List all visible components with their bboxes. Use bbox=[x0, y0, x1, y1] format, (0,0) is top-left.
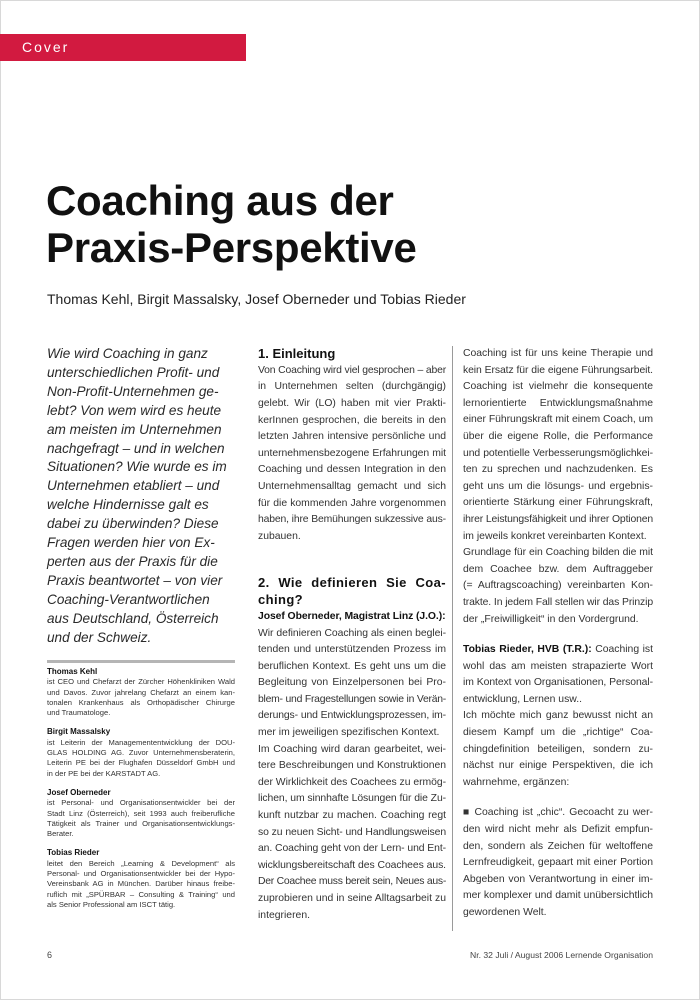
spacer bbox=[463, 628, 653, 642]
section-label: Cover bbox=[22, 39, 70, 55]
text-line: Situationen? Wie wurde es im bbox=[47, 459, 227, 475]
text-line: Von Coaching wird viel gesprochen – aber bbox=[258, 364, 446, 376]
text-line: orientierte Stärkung einer Führungskraft, bbox=[463, 497, 653, 509]
text-line: geht uns um die lösungs- und ergebnis- bbox=[463, 480, 653, 492]
text-line: Abgeben von Verantwortung in einer im- bbox=[463, 873, 653, 885]
text-line: mer im jeweiligen spezifischen Kontext. bbox=[258, 727, 440, 739]
text-line: über die eigene Rolle, die Performance bbox=[463, 430, 653, 442]
text-line: im jeweils konkret vereinbarten Kontext. bbox=[463, 530, 647, 542]
text-line: tonalen Krankenhaus als Orthopädischer Chirurge bbox=[47, 697, 235, 707]
text-line: in Unternehmen selten (durchgängig) bbox=[258, 381, 446, 393]
text-line: und Davos. Zuvor jahrelang Chefarzt an einem kan- bbox=[47, 687, 235, 697]
author-bio bbox=[47, 848, 235, 910]
text-line: Stadt Linz (Österreich), seit 1993 auch freiberufliche bbox=[47, 808, 235, 818]
text-line: haben, ihre Bemühungen sukzessive aus- bbox=[258, 514, 446, 526]
author-bio bbox=[47, 667, 235, 718]
author-bios bbox=[47, 667, 235, 919]
text-line: der Wirklichkeit des Coachees zu ermög- bbox=[258, 776, 446, 788]
text-line: trakte. In jedem Fall stellen wir das Prinzip bbox=[463, 596, 653, 608]
speaker-line bbox=[463, 642, 653, 659]
text-line: unternehmensbezogene Erfahrungen mit bbox=[258, 447, 446, 459]
text-line: lebt? Von wem wird es heute bbox=[47, 402, 222, 418]
divider bbox=[47, 660, 235, 663]
text-line: Grundlage für ein Coaching bilden die mit bbox=[463, 547, 653, 559]
text-line: ■ Coaching ist „chic“. Gecoacht zu wer- bbox=[463, 807, 653, 819]
text-line: diesem Kampf um die „richtige“ Coa- bbox=[463, 727, 653, 739]
column-divider bbox=[452, 346, 453, 931]
text-line: Tätigkeit als Trainer und Organisationsentwicklungs- bbox=[47, 818, 235, 828]
text-line: unterschiedlichen Profit- und bbox=[47, 364, 220, 380]
text-line: Coaching ist für uns keine Therapie und bbox=[463, 348, 653, 359]
text-line: letzten Jahren intensive persönliche und bbox=[258, 431, 446, 443]
author-bio bbox=[47, 727, 235, 778]
text-line: und Traumatologe. bbox=[47, 708, 111, 718]
bio-text bbox=[47, 798, 235, 839]
text-line: Praxis beantwortet – von vier bbox=[47, 572, 223, 588]
text-line: (= Auftragscoaching) vereinbarten Kon- bbox=[463, 580, 653, 592]
text-line: Vereinsbank AG in München. Darüber hinaus freibe- bbox=[47, 879, 235, 889]
text-line: perten aus der Praxis für die bbox=[47, 553, 218, 569]
text-line: als Senior Professional am ISCT tätig. bbox=[47, 899, 176, 909]
text-line: aus Deutschland, Österreich bbox=[47, 610, 219, 626]
text-line: ist Leiterin der Managemententwicklung der DOU- bbox=[47, 737, 235, 747]
text-line: GLAS HOLDING AG. Zuvor Unternehmensberaterin, bbox=[47, 748, 235, 758]
text-line: integrieren. bbox=[258, 909, 310, 921]
text-line: welche Hindernisse galt es bbox=[47, 497, 209, 513]
column-2 bbox=[258, 346, 446, 924]
text-line: Ich möchte mich ganz bewusst nicht an bbox=[463, 710, 653, 722]
bio-text bbox=[47, 677, 235, 718]
text-line: Im Coaching wird daran gearbeitet, wei- bbox=[258, 743, 446, 755]
text-line: derungs- und Entwicklungsprozessen, im- bbox=[258, 710, 446, 722]
section-heading-einleitung: 1. Einleitung bbox=[258, 346, 336, 361]
text-line: tere Beschreibungen und Konstruktionen bbox=[258, 760, 446, 772]
text-line: Lernfreudigkeit, gepaart mit einer Portion bbox=[463, 857, 653, 869]
text-line: Berater. bbox=[47, 829, 74, 839]
text-line: der „Freiwilligkeit“ in den Vordergrund. bbox=[463, 613, 639, 625]
text-line: gewordenen Welt. bbox=[463, 907, 547, 918]
text-line: gelebt. Wir (LO) haben mit vier Prakti- bbox=[258, 397, 446, 409]
text-line: kerInnen gesprochen, die bereits in den bbox=[258, 414, 446, 426]
text-line: Der Coachee muss bereit sein, Neues aus- bbox=[258, 876, 446, 888]
page-number: 6 bbox=[47, 950, 53, 960]
paragraph bbox=[463, 708, 653, 791]
text-line: so zu neuen Sicht- und Handlungsweisen bbox=[258, 826, 446, 838]
text-line: im Kontext von Organisationen, Personal- bbox=[463, 677, 653, 689]
text-line: Leiterin PE bei der Flughafen Düsseldorf GmbH und bbox=[47, 758, 235, 768]
text-line: Unternehmen etabliert – und bbox=[47, 478, 220, 494]
text-line: entwicklung, Lernen usw.. bbox=[463, 693, 582, 705]
text-line: kein Ersatz für die eigene Führungsarbeit. bbox=[463, 364, 653, 376]
heading-line: ching? bbox=[258, 592, 304, 608]
bio-name: Thomas Kehl bbox=[47, 667, 98, 676]
text-line: ihrer Leistungsfähigkeit und ihrer Optionen bbox=[463, 513, 653, 525]
text-line: Coaching und dessen Integration in den bbox=[258, 464, 446, 476]
text-line: Non-Profit-Unternehmen ge- bbox=[47, 383, 219, 399]
paragraph bbox=[258, 363, 446, 546]
text-line: Coaching ist bbox=[591, 644, 653, 656]
text-line: den, sondern als Zeichen für weltoffene bbox=[463, 840, 653, 852]
text-line: Wir definieren Coaching als einen beglei- bbox=[258, 627, 446, 639]
bio-name: Josef Oberneder bbox=[47, 787, 111, 797]
issue-footer: Nr. 32 Juli / August 2006 Lernende Organisation bbox=[470, 950, 653, 960]
text-line: Personal- und Organisationsentwickler bei der Hypo- bbox=[47, 869, 235, 879]
text-line: ten zu sprechen und nachzudenken. Es bbox=[463, 464, 653, 476]
text-line: Coaching-Verantwortlichen bbox=[47, 591, 210, 607]
text-line: Begleitung von Einzelpersonen bei Pro- bbox=[258, 677, 446, 689]
text-line: zuprobieren und in seine Alltagsarbeit zu bbox=[258, 893, 446, 905]
text-line: nachgefragt – und in welchen bbox=[47, 440, 225, 456]
paragraph bbox=[258, 742, 446, 925]
text-line: zubauen. bbox=[258, 530, 301, 542]
text-line: leitet den Bereich „Learning & Development“ als bbox=[47, 858, 235, 868]
author-bio bbox=[47, 788, 235, 839]
text-line: in der PE bei der KARSTADT AG. bbox=[47, 768, 161, 778]
text-line: und potentielle Verbesserungsmöglichkei- bbox=[463, 447, 653, 459]
text-line: chingdefinition beteiligen, sondern zu- bbox=[463, 743, 653, 755]
text-line: ruflich mit „SPÜRBAR – Consulting & Training“ und bbox=[47, 889, 235, 899]
speaker-label: Tobias Rieder, HVB (T.R.): bbox=[463, 644, 592, 656]
bio-name: Birgit Massalsky bbox=[47, 727, 111, 737]
text-line: blem- und Fragestellungen sowie in Verän- bbox=[258, 693, 446, 705]
text-line: beruflichen Kontext. Es geht uns um die bbox=[258, 660, 446, 672]
heading-line: 2. Wie definieren Sie Coa- bbox=[258, 575, 446, 591]
bio-text bbox=[47, 859, 235, 910]
text-line: lichen, um sinnhafte Lösungen für die Zu- bbox=[258, 793, 446, 805]
text-line: dem Coachee bzw. dem Auftraggeber bbox=[463, 563, 653, 575]
text-line: und der Schweiz. bbox=[47, 629, 152, 645]
title-line: Coaching aus der bbox=[46, 177, 394, 224]
text-line: Coaching ist vielmehr die konsequente bbox=[463, 381, 653, 393]
text-line: tenden und unterstützenden Prozess im bbox=[258, 644, 446, 656]
section-heading-definition bbox=[258, 575, 446, 609]
paragraph bbox=[463, 659, 653, 709]
article-authors: Thomas Kehl, Birgit Massalsky, Josef Oberneder und Tobias Rieder bbox=[47, 291, 466, 307]
text-line: kunft nutzbar zu machen. Coaching regt bbox=[258, 810, 446, 822]
paragraph bbox=[463, 346, 653, 545]
text-line: ist Personal- und Organisationsentwickler bei der bbox=[47, 798, 235, 808]
bio-text bbox=[47, 738, 235, 779]
paragraph bbox=[258, 626, 446, 742]
spacer bbox=[258, 545, 446, 575]
text-line: wohl das am meisten strapazierte Wort bbox=[463, 660, 653, 672]
article-title bbox=[46, 177, 417, 271]
text-line: Fragen werden hier von Ex- bbox=[47, 535, 215, 551]
text-line: an. Coaching geht von der Lern- und Ent- bbox=[258, 843, 446, 855]
intro-teaser bbox=[47, 345, 247, 648]
text-line: wahrnehme, ergänzen: bbox=[463, 776, 570, 788]
text-line: einer Führungskraft mit einem Coach, um bbox=[463, 414, 653, 426]
text-line: dabei zu überwinden? Diese bbox=[47, 516, 219, 532]
text-line: für die kommenden Jahre vorgenommen bbox=[258, 497, 446, 509]
paragraph bbox=[463, 545, 653, 628]
text-line: wicklungsbereitschaft des Coachees aus. bbox=[258, 859, 446, 871]
text-line: Wie wird Coaching in ganz bbox=[47, 346, 208, 361]
bio-name: Tobias Rieder bbox=[47, 848, 100, 858]
title-line: Praxis-Perspektive bbox=[46, 224, 417, 271]
text-line: Unternehmensalltag gemacht und sich bbox=[258, 480, 446, 492]
text-line: nächst nur einige Perspektiven, die ich bbox=[463, 760, 653, 772]
bullet-paragraph bbox=[463, 805, 653, 921]
text-line: mer komplexer und damit unübersichtlich bbox=[463, 890, 653, 902]
column-3 bbox=[463, 346, 653, 922]
speaker-label: Josef Oberneder, Magistrat Linz (J.O.): bbox=[258, 610, 446, 622]
text-line: am meisten im Unternehmen bbox=[47, 421, 222, 437]
spacer bbox=[463, 791, 653, 805]
text-line: lernorientierte Entwicklungsmaßnahme bbox=[463, 397, 653, 409]
section-label-bar bbox=[0, 34, 246, 61]
text-line: ist CEO und Chefarzt der Zürcher Höhenkliniken Wald bbox=[47, 677, 235, 687]
text-line: den wird nicht mehr als Defizit empfun- bbox=[463, 824, 653, 836]
